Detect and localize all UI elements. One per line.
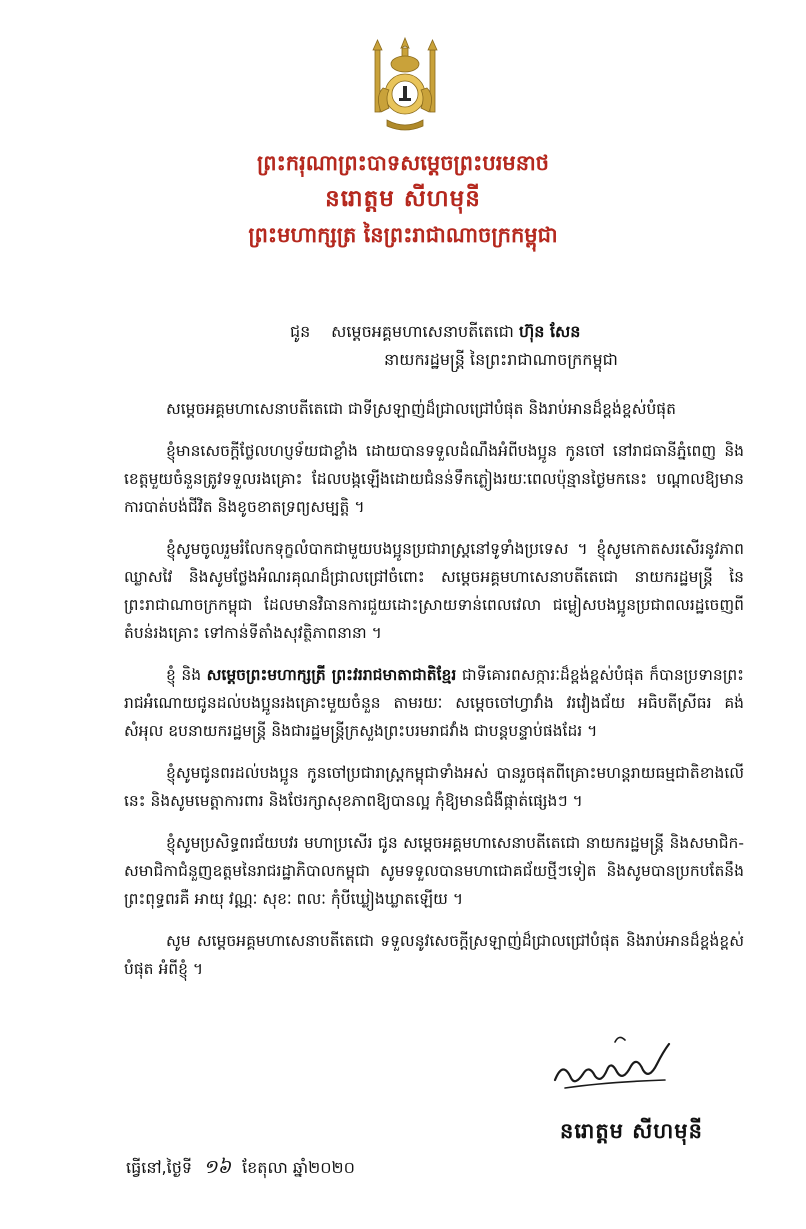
- recipient-title: សម្តេចអគ្គមហាសេនាបតីតេជោ: [331, 322, 514, 341]
- date-line: [126, 1155, 355, 1183]
- body-paragraph-3: [124, 661, 744, 745]
- body-paragraph-1: ខ្ញុំមានសេចក្តីថ្លែលហប្ញទ័យជាខ្លាំង ដោយបានទទួលដំណឹងអំពីបងប្អូន កូនចៅ នៅរាជធានីភ្នំពេញ និងខេត្តមួយចំនួនត្រូវទទួលរងគ្រោះ ដែលបង្កឡើងដោយជំនន់ទឹកភ្លៀងរយៈពេលប៉ុន្មានថ្ងៃមកនេះ បណ្តាលឱ្យមានការបាត់បង់ជីវិត និងខូចខាតទ្រព្យសម្បត្តិ ។: [124, 442, 744, 516]
- paragraph-3-bold-queen-title: សម្តេចព្រះមហាក្សត្រី ព្រះវររាជមាតាជាតិខ្មែរ: [206, 666, 457, 684]
- body-paragraph-2: ខ្ញុំសូមចូលរួមរំលែកទុក្ខលំបាកជាមួយបងប្អូនប្រជារាស្ត្រនៅទូទាំងប្រទេស ។ ខ្ញុំសូមកោតសរសើរនូវភាពឈ្លាសវៃ និងសូមថ្លែងអំណរគុណដ៏ជ្រាលជ្រៅចំពោះ សម្តេចអគ្គមហាសេនាបតីតេជោ នាយករដ្ឋមន្ត្រី នៃព្រះរាជាណាចក្រកម្ពុជា ដែលមានវិធានការជួយដោះស្រាយទាន់ពេលវេលា ជម្លៀសបងប្អូនប្រជាពលរដ្ឋចេញពីតំបន់រងគ្រោះ ទៅកាន់ទីតាំងសុវត្ថិភាពនានា ។: [124, 540, 744, 642]
- closing-paragraph: សូម សម្តេចអគ្គមហាសេនាបតីតេជោ ទទួលនូវសេចក្តីស្រឡាញ់ដ៏ជ្រាលជ្រៅបំផុត និងរាប់អានដ៏ខ្ពង់ខ្ពស់បំផុត អំពីខ្ញុំ ។: [124, 932, 744, 978]
- recipient-line-1: [290, 318, 618, 346]
- signatory-printed-name: នរោត្តម សីហមុនី: [560, 1119, 703, 1143]
- recipient-name: ហ៊ុន សែន: [519, 322, 581, 341]
- date-day: ១៦: [203, 1156, 231, 1178]
- royal-coat-of-arms-icon: [365, 36, 445, 136]
- body-paragraph-4: ខ្ញុំសូមជូនពរដល់បងប្អូន កូនចៅប្រជារាស្ត្រកម្ពុជាទាំងអស់ បានរួចផុតពីគ្រោះមហន្តរាយធម្មជាតិខាងលើនេះ និងសូមមេត្តាការពារ និងថែរក្សាសុខភាពឱ្យបានល្អ កុំឱ្យមានជំងឺផ្កាត់ផ្សេងៗ ។: [124, 764, 744, 810]
- date-month-year: ខែតុលា ឆ្នាំ២០២០: [242, 1158, 355, 1177]
- royal-title-line-1: ព្រះករុណាព្រះបាទសម្តេចព្រះបរមនាថ: [256, 151, 550, 175]
- letter-body: [124, 395, 744, 997]
- paragraph-3-end: ជាទីគោរពសក្ការៈដ៏ខ្ពង់ខ្ពស់បំផុត ក៏បានប្រទានព្រះរាជអំណោយជូនដល់បងប្អូនរងគ្រោះមួយចំនួន តាមរយៈ សម្តេចចៅហ្វាវាំង វរវៀងជ័យ អធិបតីស្រីធរ គង់ សំអុល ឧបនាយករដ្ឋមន្ត្រី និងជារដ្ឋមន្ត្រីក្រសួងព្រះបរមរាជវាំង ជាបន្តបន្ទាប់ផងដែរ ។: [124, 666, 744, 740]
- date-prefix: ធ្វើនៅ,ថ្ងៃទី: [126, 1158, 193, 1177]
- recipient-to-label: ជូន: [290, 322, 311, 341]
- handwritten-signature: [545, 1030, 695, 1100]
- paragraph-3-start: ខ្ញុំ និង: [166, 666, 202, 684]
- royal-name: នរោត្តម សីហមុនី: [325, 186, 481, 212]
- salutation-paragraph: សម្តេចអគ្គមហាសេនាបតីតេជោ ជាទីស្រឡាញ់ដ៏ជ្រាលជ្រៅបំផុត និងរាប់អានដ៏ខ្ពង់ខ្ពស់បំផុត: [166, 400, 676, 418]
- recipient-block: [290, 318, 618, 374]
- body-paragraph-5: ខ្ញុំសូមប្រសិទ្ធពរជ័យបវរ មហាប្រសើរ ជូន សម្តេចអគ្គមហាសេនាបតីតេជោ នាយករដ្ឋមន្ត្រី និងសមាជិក-សមាជិកាជំនួញឧត្តមនៃរាជរដ្ឋាភិបាលកម្ពុជា សូមទទួលបានមហាជោគជ័យថ្មីៗទៀត និងសូមបានប្រកបតែនឹងព្រះពុទ្ធពរគឺ អាយុ វណ្ណៈ សុខៈ ពលៈ កុំបីឃ្លៀងឃ្លាតឡើយ ។: [124, 834, 744, 908]
- recipient-position: នាយករដ្ឋមន្ត្រី នៃព្រះរាជាណាចក្រកម្ពុជា: [384, 350, 618, 369]
- royal-title-line-3: ព្រះមហាក្សត្រ នៃព្រះរាជាណាចក្រកម្ពុជា: [248, 223, 558, 247]
